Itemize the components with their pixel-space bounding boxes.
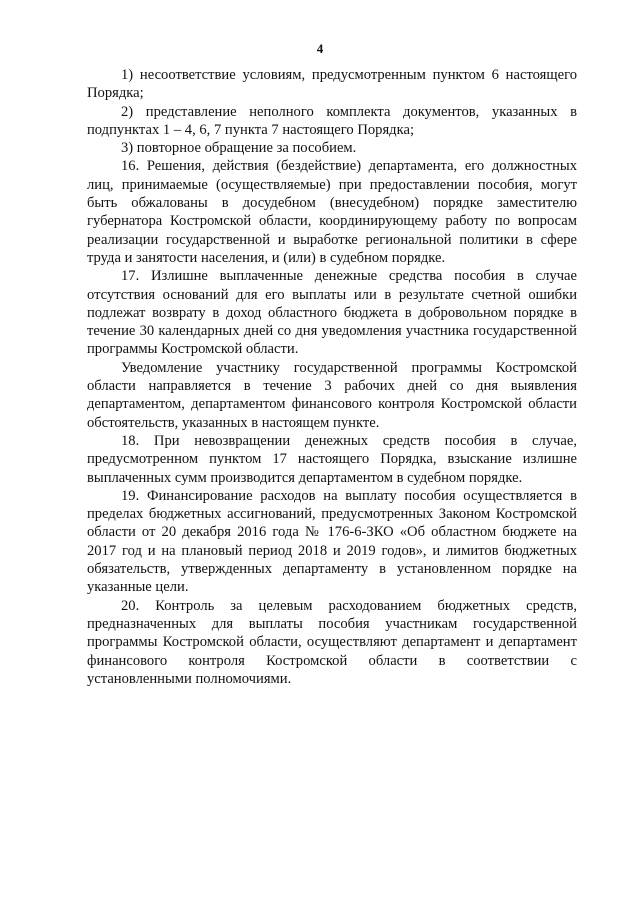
paragraph-item-2: 2) представление неполного комплекта документов, указанных в подпунктах 1 – 4, 6, 7 пункта 7 настоящего Порядка;	[87, 103, 577, 138]
document-body	[87, 66, 577, 688]
paragraph-17-notice: Уведомление участнику государственной программы Костромской области направляется в течение 3 рабочих дней со дня выявления департаментом, департаментом финансового контроля Костромской области обстоятельств, указанных в настоящем пункте.	[87, 359, 577, 431]
page-number: 4	[316, 41, 324, 56]
paragraph-19: 19. Финансирование расходов на выплату пособия осуществляется в пределах бюджетных ассигнований, предусмотренных Законом Костромской области от 20 декабря 2016 года № 176-6-ЗКО «Об областном бюджете на 2017 год и на плановый период 2018 и 2019 годов», и лимитов бюджетных обязательств, утвержденных департаменту в установленном порядке на указанные цели.	[87, 487, 577, 596]
paragraph-16: 16. Решения, действия (бездействие) департамента, его должностных лиц, принимаемые (осуществляемые) при предоставлении пособия, могут быть обжалованы в досудебном (внесудебном) порядке заместителю губернатора Костромской области, координирующему работу по вопросам реализации государственной и выработке региональной политики в сфере труда и занятости населения, и (или) в судебном порядке.	[87, 158, 577, 266]
paragraph-item-1: 1) несоответствие условиям, предусмотренным пунктом 6 настоящего Порядка;	[87, 67, 577, 102]
paragraph-20: 20. Контроль за целевым расходованием бюджетных средств, предназначенных для выплаты пособия участникам государственной программы Костромской области, осуществляют департамент и департамент финансового контроля Костромской области в соответствии с установленными полномочиями.	[87, 597, 577, 687]
paragraph-18: 18. При невозвращении денежных средств пособия в случае, предусмотренном пунктом 17 настоящего Порядка, взыскание излишне выплаченных сумм производится департаментом в судебном порядке.	[87, 432, 577, 486]
paragraph-item-3: 3) повторное обращение за пособием.	[121, 140, 357, 157]
paragraph-17: 17. Излишне выплаченные денежные средства пособия в случае отсутствия оснований для его выплаты или в результате счетной ошибки подлежат возврату в доход областного бюджета в добровольном порядке в течение 30 календарных дней со дня уведомления участника государственной программы Костромской области.	[87, 268, 577, 358]
